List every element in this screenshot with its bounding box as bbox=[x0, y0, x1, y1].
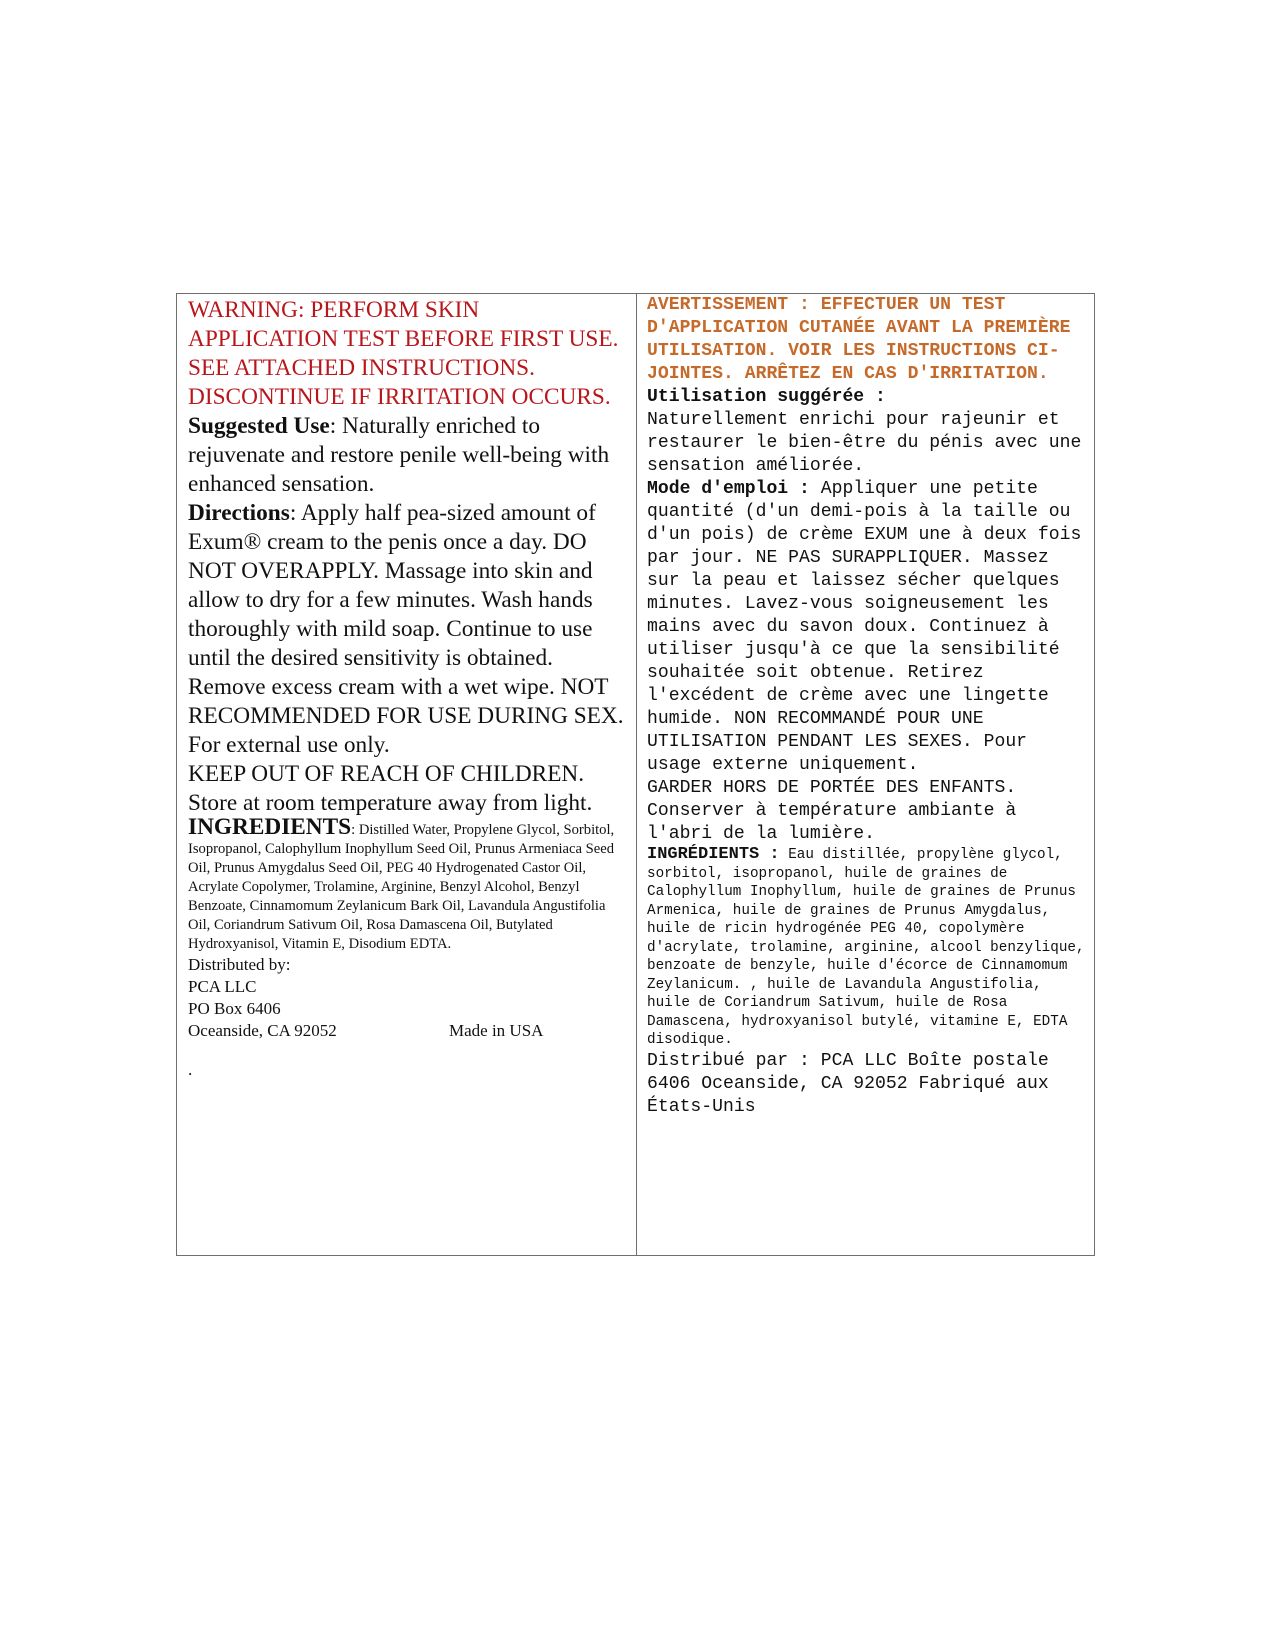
english-suggested-use bbox=[188, 412, 628, 499]
english-keep-out: KEEP OUT OF REACH OF CHILDREN. bbox=[188, 761, 585, 787]
made-in: Made in USA bbox=[449, 1021, 544, 1040]
english-warning: WARNING: PERFORM SKIN APPLICATION TEST BEFORE FIRST USE. SEE ATTACHED INSTRUCTIONS. DISCONTINUE IF IRRITATION OCCURS. bbox=[188, 297, 619, 410]
french-column bbox=[647, 294, 1092, 1119]
stray-dot: . bbox=[188, 1060, 193, 1079]
english-ingredients-heading: INGREDIENTS bbox=[188, 814, 352, 840]
city: Oceanside, CA 92052 bbox=[188, 1021, 337, 1040]
company-name: PCA LLC bbox=[188, 977, 257, 996]
french-ingredients-text: Eau distillée, propylène glycol, sorbitol, isopropanol, huile de graines de Calophyllum Inophyllum, huile de graines de Prunus Armenica, huile de graines de Prunus Amygdalus, huile de ricin hydrogénée PEG 40, copolymère d'acrylate, trolamine, arginine, alcool benzylique, benzoate de benzyle, huile d'écorce de Cinnamomum Zeylanicum. , huile de Lavandula Angustifolia, huile de Coriandrum Sativum, huile de Rosa Damascena, hydroxyanisol butylé, vitamine E, EDTA disodique. bbox=[647, 847, 1085, 1048]
english-distribution bbox=[188, 954, 628, 1042]
english-directions-heading: Directions bbox=[188, 500, 290, 526]
english-suggested-use-heading: Suggested Use bbox=[188, 413, 330, 439]
french-storage: Conserver à température ambiante à l'abri de la lumière. bbox=[647, 801, 1017, 844]
french-suggested-use-text: Naturellement enrichi pour rajeunir et restaurer le bien-être du pénis avec une sensation améliorée. bbox=[647, 410, 1082, 476]
french-directions-heading: Mode d'emploi : bbox=[647, 479, 810, 499]
english-directions bbox=[188, 499, 628, 760]
english-column bbox=[188, 296, 628, 1081]
po-box: PO Box 6406 bbox=[188, 999, 281, 1018]
french-ingredients-heading: INGRÉDIENTS : bbox=[647, 845, 780, 864]
french-suggested-use-heading-text: Utilisation suggérée : bbox=[647, 387, 886, 407]
column-divider bbox=[636, 294, 637, 1255]
french-ingredients bbox=[647, 846, 1092, 1050]
french-directions-text: Appliquer une petite quantité (d'un demi-pois à la taille ou d'un pois) de crème EXUM une à deux fois par jour. NE PAS SURAPPLIQUER. Massez sur la peau et laissez sécher quelques minutes. Lavez-vous soigneusement les mains avec du savon doux. Continuez à utiliser jusqu'à ce que la sensibilité souhaitée soit obtenue. Retirez l'excédent de crème avec une lingette humide. NON RECOMMANDÉ POUR UNE UTILISATION PENDANT LES SEXES. Pour usage externe uniquement. bbox=[647, 479, 1082, 775]
english-directions-text: : Apply half pea-sized amount of Exum® cream to the penis once a day. DO NOT OVERAPPLY. Massage into skin and allow to dry for a few minutes. Wash hands thoroughly with mild soap. Continue to use until the desired sensitivity is obtained. Remove excess cream with a wet wipe. NOT RECOMMENDED FOR USE DURING SEX. For external use only. bbox=[188, 500, 624, 758]
french-distribution: Distribué par : PCA LLC Boîte postale 6406 Oceanside, CA 92052 Fabriqué aux États-Unis bbox=[647, 1050, 1049, 1117]
french-directions bbox=[647, 478, 1092, 777]
english-storage: Store at room temperature away from light. bbox=[188, 790, 593, 816]
english-suggested-use-text: : Naturally enriched to rejuvenate and restore penile well-being with enhanced sensation. bbox=[188, 413, 610, 497]
english-ingredients bbox=[188, 814, 628, 954]
french-keep-out: GARDER HORS DE PORTÉE DES ENFANTS. bbox=[647, 778, 1017, 798]
french-suggested-use-heading bbox=[647, 386, 1092, 409]
distributed-by: Distributed by: bbox=[188, 955, 291, 974]
product-label bbox=[176, 293, 1095, 1256]
city-row bbox=[188, 1020, 628, 1042]
french-warning: AVERTISSEMENT : EFFECTUER UN TEST D'APPLICATION CUTANÉE AVANT LA PREMIÈRE UTILISATION. VOIR LES INSTRUCTIONS CI-JOINTES. ARRÊTEZ EN CAS D'IRRITATION. bbox=[647, 295, 1071, 384]
english-ingredients-text: : Distilled Water, Propylene Glycol, Sorbitol, Isopropanol, Calophyllum Inophyllum Seed Oil, Prunus Armeniaca Seed Oil, Prunus Amygdalus Seed Oil, PEG 40 Hydrogenated Castor Oil, Acrylate Copolymer, Trolamine, Arginine, Benzyl Alcohol, Benzyl Benzoate, Cinnamomum Zeylanicum Bark Oil, Lavandula Angustifolia Oil, Coriandrum Sativum Oil, Rosa Damascena Oil, Butylated Hydroxyanisol, Vitamin E, Disodium EDTA. bbox=[188, 822, 615, 952]
